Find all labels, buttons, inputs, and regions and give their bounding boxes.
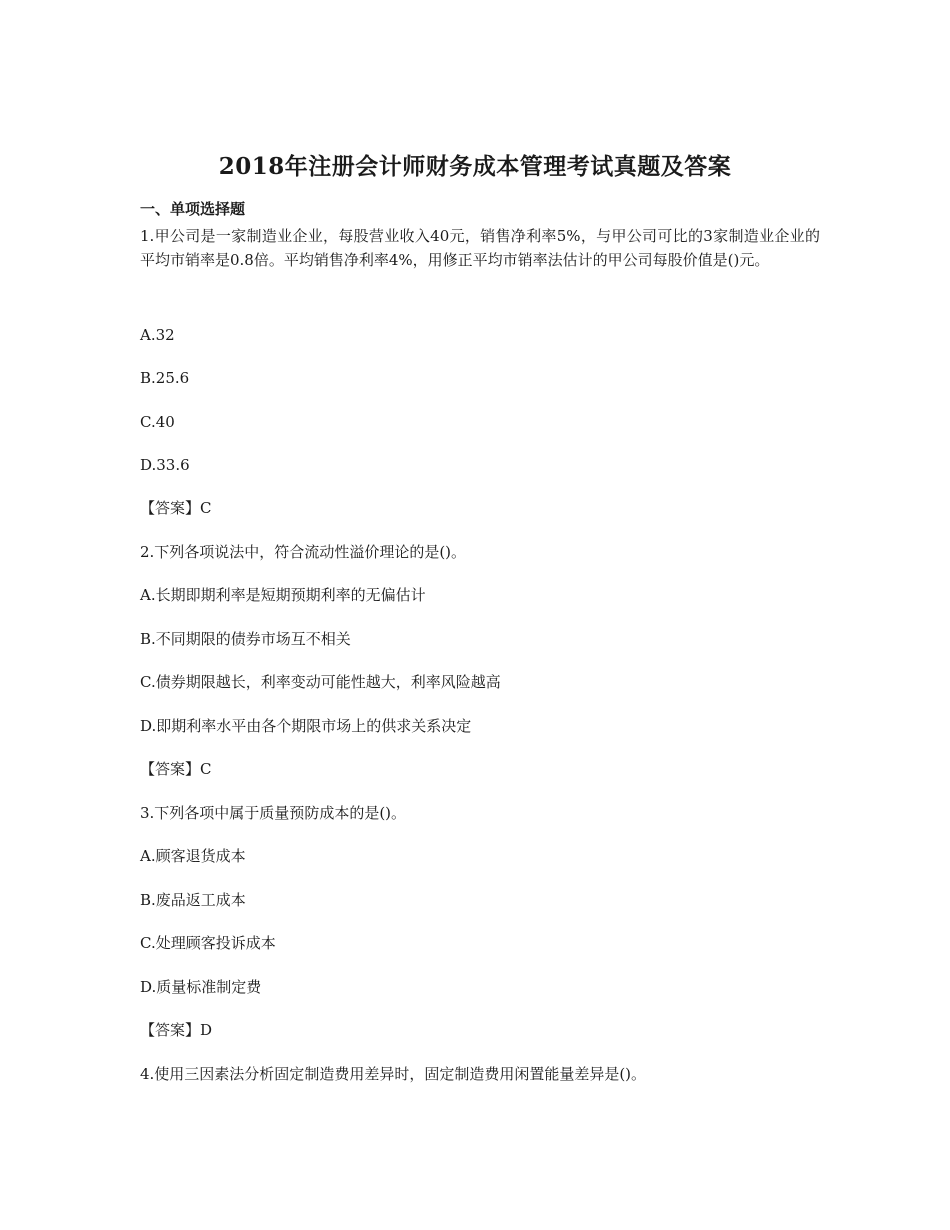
document-title: 2018年注册会计师财务成本管理考试真题及答案 [218, 153, 732, 180]
question-3-option-c: C.处理顾客投诉成本 [140, 934, 276, 952]
question-1-answer: 【答案】C [140, 499, 212, 517]
question-1-stem: 1.甲公司是一家制造业企业，每股营业收入40元，销售净利率5%，与甲公司可比的3家制造业企业的平均市销率是0.8倍。平均销售净利率4%，用修正平均市销率法估计的甲公司每股价值是()元。 [140, 227, 820, 269]
question-1-option-d: D.33.6 [140, 456, 190, 474]
question-3-option-a: A.顾客退货成本 [140, 847, 246, 865]
question-2-option-c: C.债券期限越长，利率变动可能性越大，利率风险越高 [140, 673, 501, 691]
question-3-stem: 3.下列各项中属于质量预防成本的是()。 [140, 804, 407, 822]
question-1-option-c: C.40 [140, 413, 175, 431]
section-heading: 一、单项选择题 [140, 200, 246, 218]
question-1-option-a: A.32 [140, 326, 175, 344]
question-1-option-b: B.25.6 [140, 369, 190, 387]
question-3-option-b: B.废品返工成本 [140, 891, 246, 909]
question-3-option-d: D.质量标准制定费 [140, 978, 262, 996]
question-2-stem: 2.下列各项说法中，符合流动性溢价理论的是()。 [140, 543, 467, 561]
question-2-option-a: A.长期即期利率是短期预期利率的无偏估计 [140, 586, 426, 604]
question-4-stem: 4.使用三因素法分析固定制造费用差异时，固定制造费用闲置能量差异是()。 [140, 1065, 647, 1083]
question-2-answer: 【答案】C [140, 760, 212, 778]
question-2-option-d: D.即期利率水平由各个期限市场上的供求关系决定 [140, 717, 472, 735]
question-3-answer: 【答案】D [140, 1021, 213, 1039]
question-2-option-b: B.不同期限的债券市场互不相关 [140, 630, 351, 648]
